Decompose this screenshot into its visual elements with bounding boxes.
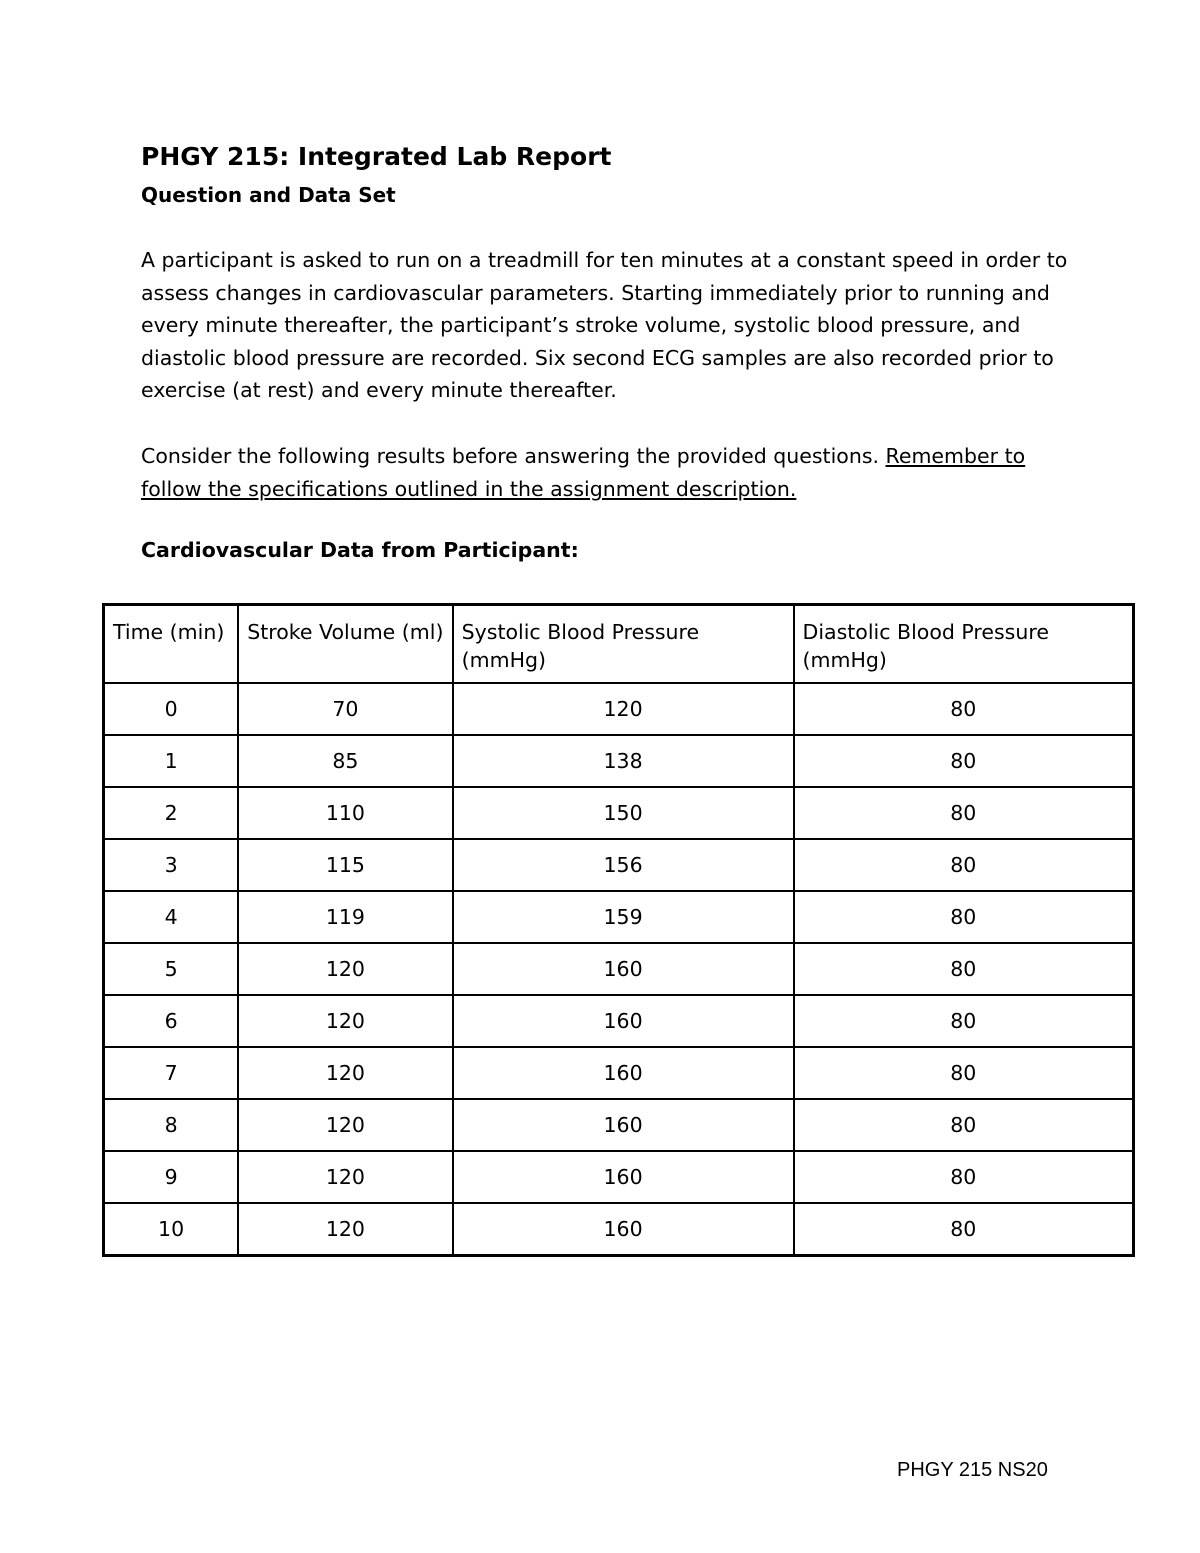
instructions-paragraph [141, 440, 1071, 505]
page-footer: PHGY 215 NS20 [897, 1459, 1048, 1481]
header-diastolic-bp: Diastolic Blood Pressure (mmHg) [794, 605, 1134, 683]
cell-time: 3 [104, 839, 239, 891]
cell-time: 1 [104, 735, 239, 787]
instructions-reminder: Remember to follow the specifications outlined in the assignment description. [141, 444, 1026, 501]
cell-stroke-volume: 115 [238, 839, 452, 891]
cell-time: 7 [104, 1047, 239, 1099]
cell-time: 9 [104, 1151, 239, 1203]
cell-systolic-bp: 160 [453, 1203, 794, 1256]
cell-systolic-bp: 120 [453, 683, 794, 735]
cell-stroke-volume: 120 [238, 943, 452, 995]
cell-diastolic-bp: 80 [794, 683, 1134, 735]
cell-systolic-bp: 159 [453, 891, 794, 943]
cell-time: 10 [104, 1203, 239, 1256]
cell-stroke-volume: 85 [238, 735, 452, 787]
document-subtitle: Question and Data Set [141, 183, 396, 207]
table-header-row [104, 605, 1134, 683]
intro-paragraph: A participant is asked to run on a treadmill for ten minutes at a constant speed in order to assess changes in cardiovascular parameters. Starting immediately prior to running and every minute thereafter, the participant’s stroke volume, systolic blood pressure, and diastolic blood pressure are recorded. Six second ECG samples are also recorded prior to exercise (at rest) and every minute thereafter. [141, 248, 1068, 402]
cell-time: 8 [104, 1099, 239, 1151]
table-row [104, 1047, 1134, 1099]
cell-systolic-bp: 160 [453, 943, 794, 995]
cell-diastolic-bp: 80 [794, 891, 1134, 943]
cell-stroke-volume: 70 [238, 683, 452, 735]
table-row [104, 995, 1134, 1047]
table-row [104, 1203, 1134, 1256]
cell-diastolic-bp: 80 [794, 1099, 1134, 1151]
cell-diastolic-bp: 80 [794, 1151, 1134, 1203]
table-row [104, 1099, 1134, 1151]
cell-diastolic-bp: 80 [794, 995, 1134, 1047]
cell-systolic-bp: 160 [453, 1099, 794, 1151]
table-row [104, 735, 1134, 787]
cell-stroke-volume: 119 [238, 891, 452, 943]
cell-diastolic-bp: 80 [794, 839, 1134, 891]
table-row [104, 839, 1134, 891]
cell-stroke-volume: 120 [238, 1151, 452, 1203]
cell-time: 0 [104, 683, 239, 735]
cell-systolic-bp: 150 [453, 787, 794, 839]
cell-diastolic-bp: 80 [794, 735, 1134, 787]
cell-systolic-bp: 160 [453, 1047, 794, 1099]
cell-systolic-bp: 160 [453, 995, 794, 1047]
table-row [104, 891, 1134, 943]
header-time: Time (min) [104, 605, 239, 683]
cell-stroke-volume: 120 [238, 995, 452, 1047]
document-title: PHGY 215: Integrated Lab Report [141, 142, 612, 171]
table-row [104, 787, 1134, 839]
cell-stroke-volume: 110 [238, 787, 452, 839]
cell-stroke-volume: 120 [238, 1099, 452, 1151]
cardiovascular-data-table [102, 603, 1135, 1257]
cell-stroke-volume: 120 [238, 1203, 452, 1256]
table-row [104, 1151, 1134, 1203]
cell-diastolic-bp: 80 [794, 1047, 1134, 1099]
cell-time: 5 [104, 943, 239, 995]
table-row [104, 683, 1134, 735]
cell-systolic-bp: 160 [453, 1151, 794, 1203]
instructions-text: Consider the following results before answering the provided questions. [141, 444, 886, 468]
table-row [104, 943, 1134, 995]
cell-diastolic-bp: 80 [794, 1203, 1134, 1256]
header-stroke-volume: Stroke Volume (ml) [238, 605, 452, 683]
cell-systolic-bp: 138 [453, 735, 794, 787]
cell-diastolic-bp: 80 [794, 943, 1134, 995]
header-systolic-bp: Systolic Blood Pressure (mmHg) [453, 605, 794, 683]
cell-stroke-volume: 120 [238, 1047, 452, 1099]
data-section-heading: Cardiovascular Data from Participant: [141, 538, 579, 562]
cell-systolic-bp: 156 [453, 839, 794, 891]
cell-time: 4 [104, 891, 239, 943]
cell-diastolic-bp: 80 [794, 787, 1134, 839]
cell-time: 6 [104, 995, 239, 1047]
cell-time: 2 [104, 787, 239, 839]
